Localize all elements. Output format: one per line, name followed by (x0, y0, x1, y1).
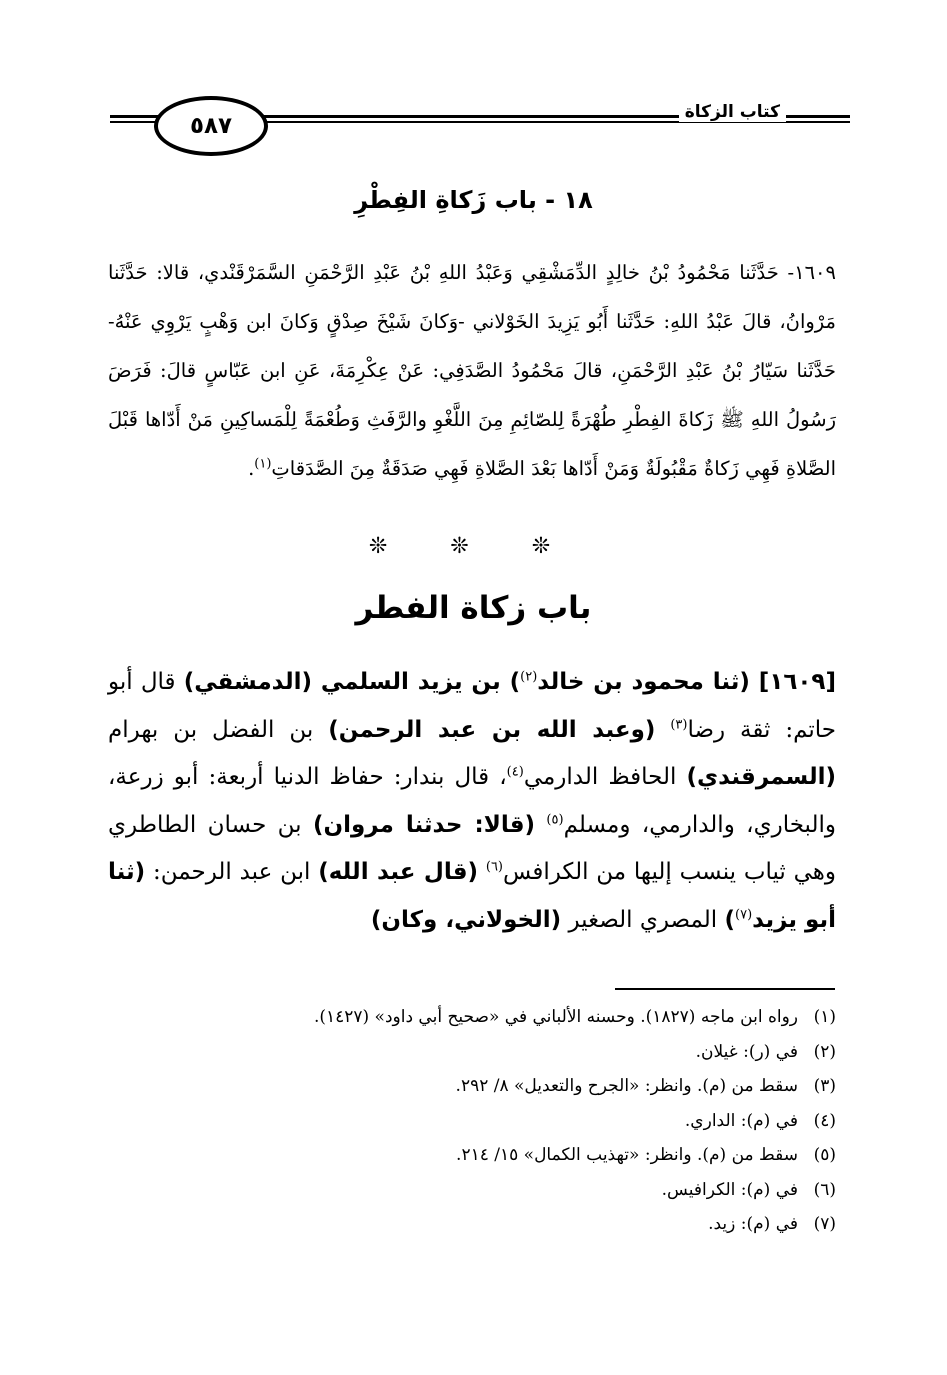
footnotes (108, 1000, 836, 1242)
commentary-plain (478, 859, 486, 885)
commentary-plain: الحافظ الدارمي (523, 764, 687, 790)
footnote-number: (٥) (813, 1145, 836, 1165)
footnote-ref: (٥) (546, 811, 564, 827)
footnote-number: (١) (813, 1007, 836, 1027)
footnote-ref: (٧) (735, 906, 753, 922)
commentary-bold: (قال عبد الله) (318, 859, 479, 885)
footnote-ref: (٢) (520, 669, 538, 685)
commentary-bold: (قالا: حدثنا مروان) (312, 811, 536, 838)
footnote-number: (٢) (813, 1041, 836, 1062)
commentary-bold: (الخولاني، وكان) (370, 906, 562, 933)
footnote-ref: (٦) (485, 859, 503, 875)
commentary-bold: [١٦٠٩] (ثنا محمود بن خالد (537, 669, 836, 695)
running-title: كتاب الزكاة (679, 102, 786, 122)
commentary-plain: بن الفضل بن بهرام (108, 716, 329, 743)
footnote-number: (٣) (813, 1076, 836, 1096)
commentary-plain: المصري الصغير (561, 906, 725, 933)
footnote (108, 1207, 836, 1242)
commentary-text (108, 659, 836, 944)
footnote-rule (615, 988, 835, 990)
footnote-text: في (ر): غيلان. (695, 1041, 798, 1062)
footnote-text: في (م): الكرافيس. (661, 1179, 798, 1200)
commentary-heading: باب زكاة الفطر (355, 590, 592, 626)
footnote (108, 1069, 836, 1104)
footnote-text: في (م): الداري. (684, 1110, 798, 1131)
page-header (110, 88, 850, 168)
footnote-text: رواه ابن ماجه (١٨٢٧). وحسنه الألباني في «صحيح أبي داود» (١٤٢٧). (313, 1007, 798, 1027)
footnote-ref: (٣) (670, 716, 688, 732)
commentary-bold: (السمرقندي) (686, 764, 836, 790)
commentary-plain: ، قال بندار: حفاظ الدنيا أربعة: أبو زرعة، والبخاري، والدارمي، ومسلم (108, 764, 837, 838)
page-number-text: ٥٨٧ (189, 113, 233, 139)
section-separator: ❊ ❊ ❊ (368, 534, 579, 559)
footnote (108, 1104, 836, 1139)
footnote (108, 1000, 836, 1035)
commentary-bold: ) بن يزيد السلمي (312, 669, 521, 695)
commentary-plain (535, 812, 546, 838)
footnote-number: (٧) (813, 1214, 836, 1234)
commentary-bold: ) (724, 906, 736, 933)
footnote-ref: (٤) (506, 764, 524, 780)
footnote-text: سقط من (م). وانظر: «تهذيب الكمال» ١٥/ ٢١٤. (456, 1145, 798, 1165)
chapter-heading: ١٨ - باب زَكاةِ الفِطْرِ (354, 186, 593, 214)
footnote-ref: (١) (254, 456, 272, 472)
hadith-body: ١٦٠٩- حَدَّثَنا مَحْمُودُ بْنُ خالِدٍ الدِّمَشْقِي وَعَبْدُ اللهِ بْنُ عَبْدِ الرَّحْمَنِ السَّمَرْقَنْدي، قالا: حَدَّثَنا مَرْوانُ، قالَ عَبْدُ اللهِ: حَدَّثَنا أَبُو يَزِيدَ الخَوْلاني -وَكانَ شَيْخَ صِدْقٍ وَكانَ ابن وَهْبٍ يَرْوِي عَنْهُ- حَدَّثَنا سَيّارُ بْنُ عَبْدِ الرَّحْمَنِ، قالَ مَحْمُودُ الصَّدَفِي: عَنْ عِكْرِمَةَ، عَنِ ابن عَبّاسٍ قالَ: فَرَضَ رَسُولُ اللهِ ﷺ زَكاةَ الفِطْرِ طُهْرَةً لِلصّائِمِ مِنَ اللَّغْوِ والرَّفَثِ وَطُعْمَةً لِلْمَساكِينِ مَنْ أَدّاها قَبْلَ الصَّلاةِ فَهِي زَكاةٌ مَقْبُولَةٌ وَمَنْ أَدّاها بَعْدَ الصَّلاةِ فَهِي صَدَقَةٌ مِنَ الصَّدَقاتِ (108, 261, 837, 480)
footnote-number: (٦) (813, 1179, 836, 1200)
footnote (108, 1173, 836, 1208)
commentary-plain: ابن عبد الرحمن: (145, 859, 319, 885)
commentary-bold: (وعبد الله بن عبد الرحمن) (328, 716, 656, 743)
commentary-plain (655, 717, 670, 743)
footnote (108, 1138, 836, 1173)
footnote-text: سقط من (م). وانظر: «الجرح والتعديل» ٨/ ٢٩٢. (455, 1076, 798, 1096)
footnote-text: في (م): زيد. (708, 1214, 798, 1234)
commentary-bold: (الدمشقي) (183, 669, 312, 695)
commentary-plain: بن حسان الطاطري وهي ثياب ينسب إليها من الكرافس (108, 811, 837, 885)
footnote-number: (٤) (813, 1110, 836, 1131)
page-number (154, 96, 268, 156)
commentary-bold: (ثنا أبو يزيد (108, 859, 836, 933)
commentary-plain: قال أبو حاتم: ثقة رضا (108, 669, 836, 743)
footnote (108, 1035, 836, 1070)
hadith-end: . (248, 457, 255, 480)
hadith-text (108, 248, 836, 493)
